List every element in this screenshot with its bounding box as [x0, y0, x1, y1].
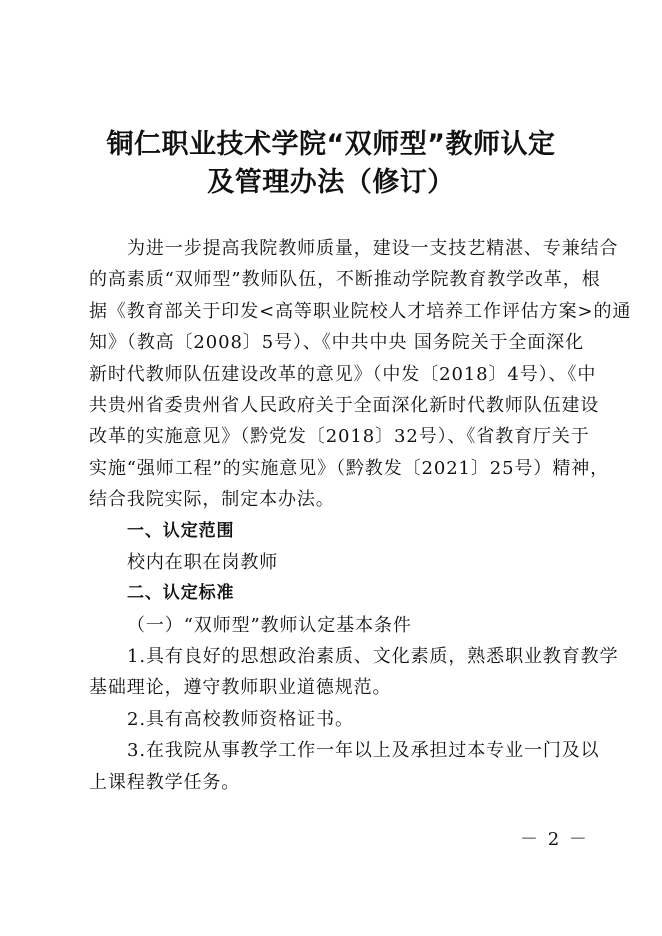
condition-item-3-line: 上课程教学任务。 [89, 771, 241, 793]
intro-line: 改革的实施意见》（黔党发〔2018〕32号）、《省教育厅关于 [89, 426, 590, 448]
document-body [89, 233, 632, 798]
intro-line: 为进一步提高我院教师质量，建设一支技艺精湛、专兼结合 [127, 238, 619, 259]
condition-item-3-line: 3.在我院从事教学工作一年以上及承担过本专业一门及以 [127, 740, 600, 762]
document-title-line-2: 及管理办法（修订） [207, 167, 455, 198]
page-number: － 2 － [520, 829, 589, 850]
condition-item-2: 2.具有高校教师资格证书。 [127, 708, 354, 730]
intro-line: 结合我院实际，制定本办法。 [89, 489, 335, 511]
condition-item-1-line: 1.具有良好的思想政治素质、文化素质，熟悉职业教育教学 [127, 646, 619, 668]
condition-item-1-line: 基础理论，遵守教师职业道德规范。 [89, 677, 392, 699]
intro-line: 的高素质“双师型”教师队伍，不断推动学院教育教学改革，根 [89, 269, 601, 291]
section-text-scope: 校内在职在岗教师 [127, 551, 279, 573]
section-heading-standards: 二、认定标准 [127, 583, 235, 604]
subsection-heading-basic-conditions: （一）“双师型”教师认定基本条件 [127, 614, 412, 636]
section-heading-scope: 一、认定范围 [127, 520, 235, 541]
document-title-line-1: 铜仁职业技术学院“双师型”教师认定 [106, 129, 556, 160]
intro-line: 实施“强师工程”的实施意见》（黔教发〔2021〕25号）精神， [89, 457, 610, 479]
intro-line: 知》（教高〔2008〕5号）、《中共中央 国务院关于全面深化 [89, 332, 584, 354]
intro-line: 据《教育部关于印发<高等职业院校人才培养工作评估方案>的通 [89, 300, 632, 322]
intro-line: 新时代教师队伍建设改革的意见》（中发〔2018〕4号）、《中 [89, 363, 597, 385]
intro-line: 共贵州省委贵州省人民政府关于全面深化新时代教师队伍建设 [89, 394, 600, 416]
